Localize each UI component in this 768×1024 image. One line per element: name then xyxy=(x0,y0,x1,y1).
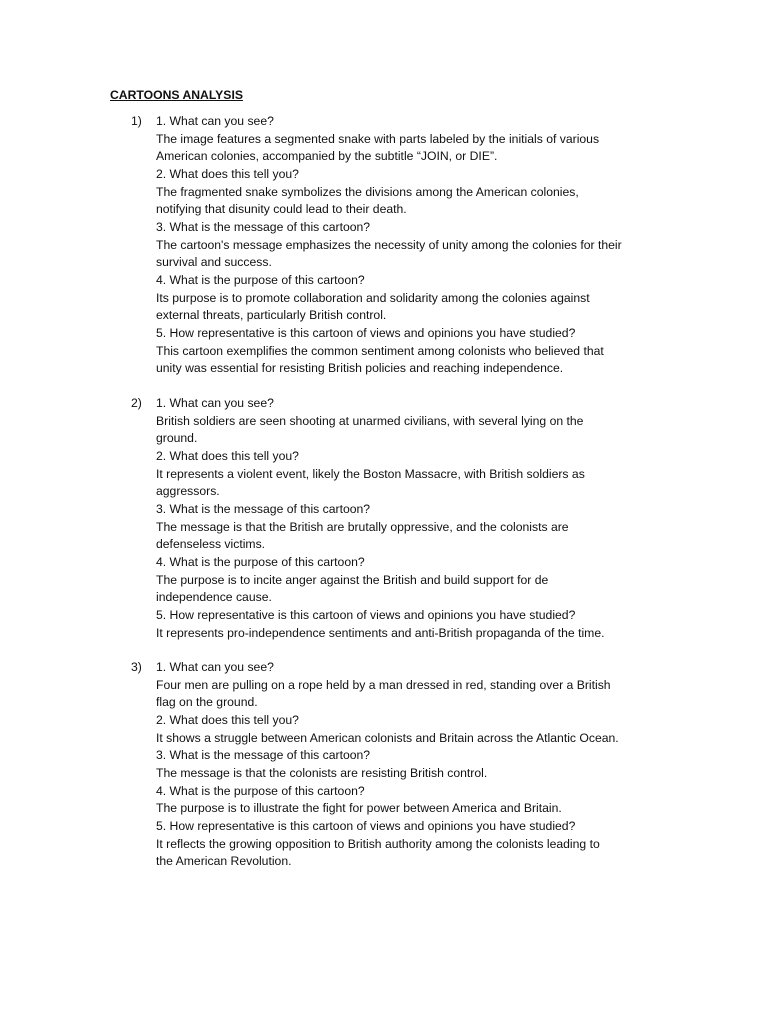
answer-line: aggressors. xyxy=(156,484,220,499)
answer-line: notifying that disunity could lead to their death. xyxy=(156,202,407,217)
question-line: 3. What is the message of this cartoon? xyxy=(156,501,371,516)
question-line: 4. What is the purpose of this cartoon? xyxy=(156,783,365,798)
section-body xyxy=(156,113,666,378)
answer-line: independence cause. xyxy=(156,590,272,605)
question-line: 5. How representative is this cartoon of views and opinions you have studied? xyxy=(156,325,576,340)
question-line: 5. How representative is this cartoon of views and opinions you have studied? xyxy=(156,818,576,833)
question-line: 3. What is the message of this cartoon? xyxy=(156,219,371,234)
answer-line: The image features a segmented snake with parts labeled by the initials of various xyxy=(156,131,600,146)
answer-line: It shows a struggle between American colonists and Britain across the Atlantic Ocean. xyxy=(156,730,619,745)
answer-line: ground. xyxy=(156,431,198,446)
question-line: 4. What is the purpose of this cartoon? xyxy=(156,272,365,287)
answer-line: unity was essential for resisting British policies and reaching independence. xyxy=(156,361,564,376)
answer-line: The message is that the colonists are resisting British control. xyxy=(156,765,488,780)
section-body xyxy=(156,659,666,871)
answer-line: the American Revolution. xyxy=(156,854,292,869)
answer-line: The fragmented snake symbolizes the divisions among the American colonies, xyxy=(156,184,579,199)
question-line: 4. What is the purpose of this cartoon? xyxy=(156,554,365,569)
answer-line: Four men are pulling on a rope held by a man dressed in red, standing over a British xyxy=(156,677,611,692)
answer-line: It represents pro-independence sentiments and anti-British propaganda of the time. xyxy=(156,625,605,640)
question-line: 1. What can you see? xyxy=(156,660,274,674)
answer-line: flag on the ground. xyxy=(156,695,258,710)
answer-line: The cartoon's message emphasizes the necessity of unity among the colonies for their xyxy=(156,237,622,252)
answer-line: defenseless victims. xyxy=(156,537,266,552)
answer-line: survival and success. xyxy=(156,255,272,270)
question-line: 3. What is the message of this cartoon? xyxy=(156,748,371,763)
answer-line: external threats, particularly British control. xyxy=(156,308,387,323)
answer-line: American colonies, accompanied by the subtitle “JOIN, or DIE”. xyxy=(156,149,498,164)
section-body xyxy=(156,395,666,642)
question-line: 1. What can you see? xyxy=(156,114,274,128)
answer-line: Its purpose is to promote collaboration and solidarity among the colonies against xyxy=(156,290,590,305)
question-line: 2. What does this tell you? xyxy=(156,448,299,463)
answer-line: The purpose is to incite anger against the British and build support for de xyxy=(156,572,549,587)
question-line: 5. How representative is this cartoon of views and opinions you have studied? xyxy=(156,607,576,622)
document-title: CARTOONS ANALYSIS xyxy=(110,88,243,102)
question-line: 2. What does this tell you? xyxy=(156,166,299,181)
answer-line: British soldiers are seen shooting at unarmed civilians, with several lying on the xyxy=(156,413,584,428)
section-number: 3) xyxy=(131,660,142,674)
question-line: 2. What does this tell you? xyxy=(156,712,299,727)
section-number: 1) xyxy=(131,114,142,128)
answer-line: The message is that the British are brutally oppressive, and the colonists are xyxy=(156,519,569,534)
section-number: 2) xyxy=(131,396,142,410)
answer-line: It reflects the growing opposition to British authority among the colonists leading to xyxy=(156,836,600,851)
answer-line: The purpose is to illustrate the fight for power between America and Britain. xyxy=(156,801,562,816)
answer-line: This cartoon exemplifies the common sentiment among colonists who believed that xyxy=(156,343,604,358)
question-line: 1. What can you see? xyxy=(156,396,274,410)
answer-line: It represents a violent event, likely the Boston Massacre, with British soldiers as xyxy=(156,466,585,481)
